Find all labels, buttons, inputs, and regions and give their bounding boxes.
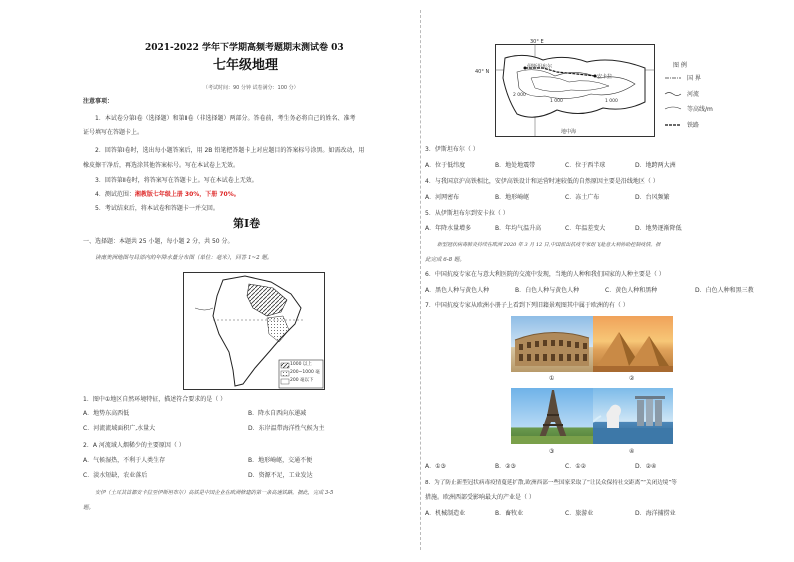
legend-contour: 等高线/m: [687, 106, 713, 113]
map-legend-symbols: [663, 74, 683, 134]
legend-border: 国 界: [687, 75, 701, 82]
map-latitude: 40° N: [475, 69, 490, 75]
option-a[interactable]: A．气候湿热，不利于人类生存: [83, 457, 166, 464]
map-prompt: 读南美洲地图与局部内的年降水量分布图（单位：毫米），回答 1~2 题。: [95, 255, 273, 261]
option-d[interactable]: D．资源不足，工业发达: [248, 472, 313, 479]
question-stem: 6．中国抗疫专家在与意大利医院的交流中发现，当地的人种和我们国家的人种主要是（ ）: [425, 271, 665, 278]
note-line: 证号填写在答题卡上。: [83, 129, 144, 136]
question-stem: 2．A 河流域人烟稀少的主要原因（ ）: [83, 442, 185, 449]
passage-3-5-cont: 题。: [83, 505, 95, 511]
option-b[interactable]: B．年均气温升高: [495, 225, 542, 232]
option-a[interactable]: A．年降水量增多: [425, 225, 472, 232]
option-a[interactable]: A．位于低纬度: [425, 162, 466, 169]
option-c[interactable]: C．冻土广布: [565, 194, 600, 201]
option-b[interactable]: B．地处地震带: [495, 162, 536, 169]
option-c[interactable]: C．旅游业: [565, 510, 594, 517]
option-d[interactable]: D．白色人种和黑三教: [695, 287, 754, 294]
notes-heading: 注意事项：: [83, 98, 114, 105]
map-legend-item: 1000 以上: [290, 362, 312, 367]
option-c[interactable]: C．①②: [565, 463, 586, 470]
option-a[interactable]: A．地势东高西低: [83, 410, 130, 417]
option-b[interactable]: B．地形崎岖，交通不便: [248, 457, 313, 464]
photo-label: ②: [629, 375, 635, 382]
option-d[interactable]: D．海洋捕捞业: [635, 510, 676, 517]
column-divider: [420, 10, 421, 550]
question-stem: 4．与我国京沪高铁相比，安伊高铁设计和运营时速较低的自然原因主要是沿线地区（ ）: [425, 178, 659, 185]
right-column: [425, 0, 780, 562]
option-d[interactable]: D．②④: [635, 463, 657, 470]
legend-railway: 铁路: [687, 122, 700, 129]
section-title: 第Ⅰ卷: [233, 217, 261, 230]
note-line: 1．本试卷分第Ⅰ卷（选择题）和第Ⅱ卷（非选择题）两部分。答卷前，考生务必将自己的姓名、准考: [95, 115, 356, 122]
note-line: 橡皮擦干净后，再选涂其他答案标号。写在本试卷上无效。: [83, 162, 240, 169]
note-scope: [95, 191, 240, 199]
map-legend-item: 200 毫以下: [290, 378, 314, 383]
question-stem: 5．从伊斯坦布尔到安卡拉（ ）: [425, 210, 509, 217]
option-d[interactable]: D．东岸温带海洋性气候为主: [248, 425, 325, 432]
legend-swatch-mid: [281, 371, 289, 376]
option-c[interactable]: C．淡水短缺，农业落后: [83, 472, 148, 479]
photo-colosseum: [511, 316, 593, 372]
section-intro: 一、选择题：本题共 25 小题，每小题 2 分，共 50 分。: [83, 238, 234, 245]
option-c[interactable]: C．位于西半球: [565, 162, 606, 169]
option-b[interactable]: B．②③: [495, 463, 516, 470]
note-line: 3．回答第Ⅱ卷时，将答案写在答题卡上。写在本试卷上无效。: [95, 177, 258, 184]
question-stem-cont: 措施。欧洲西部受影响最大的产业是（ ）: [425, 494, 535, 501]
option-a[interactable]: A．黑色人种与黄色人种: [425, 287, 490, 294]
photo-pyramids: [593, 316, 673, 372]
option-b[interactable]: B．地形崎岖: [495, 194, 530, 201]
option-a[interactable]: A．机械制造业: [425, 510, 466, 517]
legend-swatch-wet: [281, 363, 289, 368]
option-c[interactable]: C．年温差变大: [565, 225, 606, 232]
map-city: 伊斯坦布尔: [527, 64, 553, 70]
photo-merlion: [593, 388, 673, 444]
option-a[interactable]: A．河网密布: [425, 194, 460, 201]
legend-river: 河流: [687, 91, 700, 98]
option-d[interactable]: D．台风频繁: [635, 194, 670, 201]
map-sea: 地中海: [561, 129, 577, 135]
turkey-map: [495, 38, 655, 138]
photo-eiffel: [511, 388, 593, 444]
question-stem: 7．中国抗疫专家从欧洲小册子上看到下列旧籍景观图其中属于欧洲的有（ ）: [425, 302, 629, 309]
map-longitude: 30° E: [530, 39, 544, 45]
question-stem: 1．图中①地区自然环境特征，描述符合要求的是（ ）: [83, 396, 227, 403]
option-b[interactable]: B．畜牧业: [495, 510, 524, 517]
option-a[interactable]: A．①③: [425, 463, 446, 470]
map-contour: 1 000: [605, 99, 618, 104]
map-contour: 1 000: [550, 99, 563, 104]
map-legend-item: 200~1000 毫: [290, 370, 320, 375]
note-line: 5．考试结束后，将本试卷和答题卡一并交回。: [95, 205, 219, 212]
note-line: 2．回答第Ⅰ卷时，选出每小题答案后，用 2B 铅笔把答题卡上对应题目的答案标号涂黑。如需改动，用: [95, 147, 365, 154]
passage-6-8-cont: 此完成 6-8 题。: [425, 257, 465, 263]
legend-swatch-dry: [281, 379, 289, 384]
exam-info: （考试时间：90 分钟 试卷满分：100 分）: [203, 85, 299, 91]
question-stem: 8．为了防止新型冠状病毒疫情蔓延扩散,欧洲西部一些国家采取了“让民众保持社交距离”“关闭边境”等: [425, 480, 677, 486]
map-city-2: 安卡拉: [597, 74, 613, 80]
option-c[interactable]: C．河流流域面积广,水量大: [83, 425, 156, 432]
left-column: [83, 0, 418, 562]
option-d[interactable]: D．地跨两大洲: [635, 162, 676, 169]
map-contour: 2 000: [513, 93, 526, 98]
exam-title: 2021-2022 学年下学期高频考题期末测试卷 03: [145, 43, 344, 53]
photo-label: ③: [549, 448, 555, 455]
photo-label: ①: [549, 375, 555, 382]
option-c[interactable]: C．黄色人种和黑种: [605, 287, 658, 294]
note-scope-label: 4．测试范围：: [95, 191, 135, 198]
note-scope-red: 湘教版七年级上册 30%，下册 70%。: [134, 191, 240, 198]
passage-3-5: 安伊（土耳其首都安卡拉至伊斯坦布尔）高铁是中国企业在欧洲修建的第一条高速铁路。据此，完成 3-5: [95, 490, 334, 496]
option-b[interactable]: B．白色人种与黄色人种: [515, 287, 580, 294]
question-stem: 3．伊斯坦布尔（ ）: [425, 146, 479, 153]
page-subtitle: 七年级地理: [213, 58, 279, 73]
passage-6-8: 新型冠状病毒肺炎持续在欧洲 2020 年 3 月 12 日,中国派出抗疫专家组飞赴意大利协助控制疫情。据: [437, 242, 661, 248]
option-d[interactable]: D．地势逐渐降低: [635, 225, 682, 232]
map-legend-title: 图 例: [673, 62, 687, 69]
option-b[interactable]: B．降水自西向东递减: [248, 410, 307, 417]
photo-label: ④: [629, 448, 635, 455]
